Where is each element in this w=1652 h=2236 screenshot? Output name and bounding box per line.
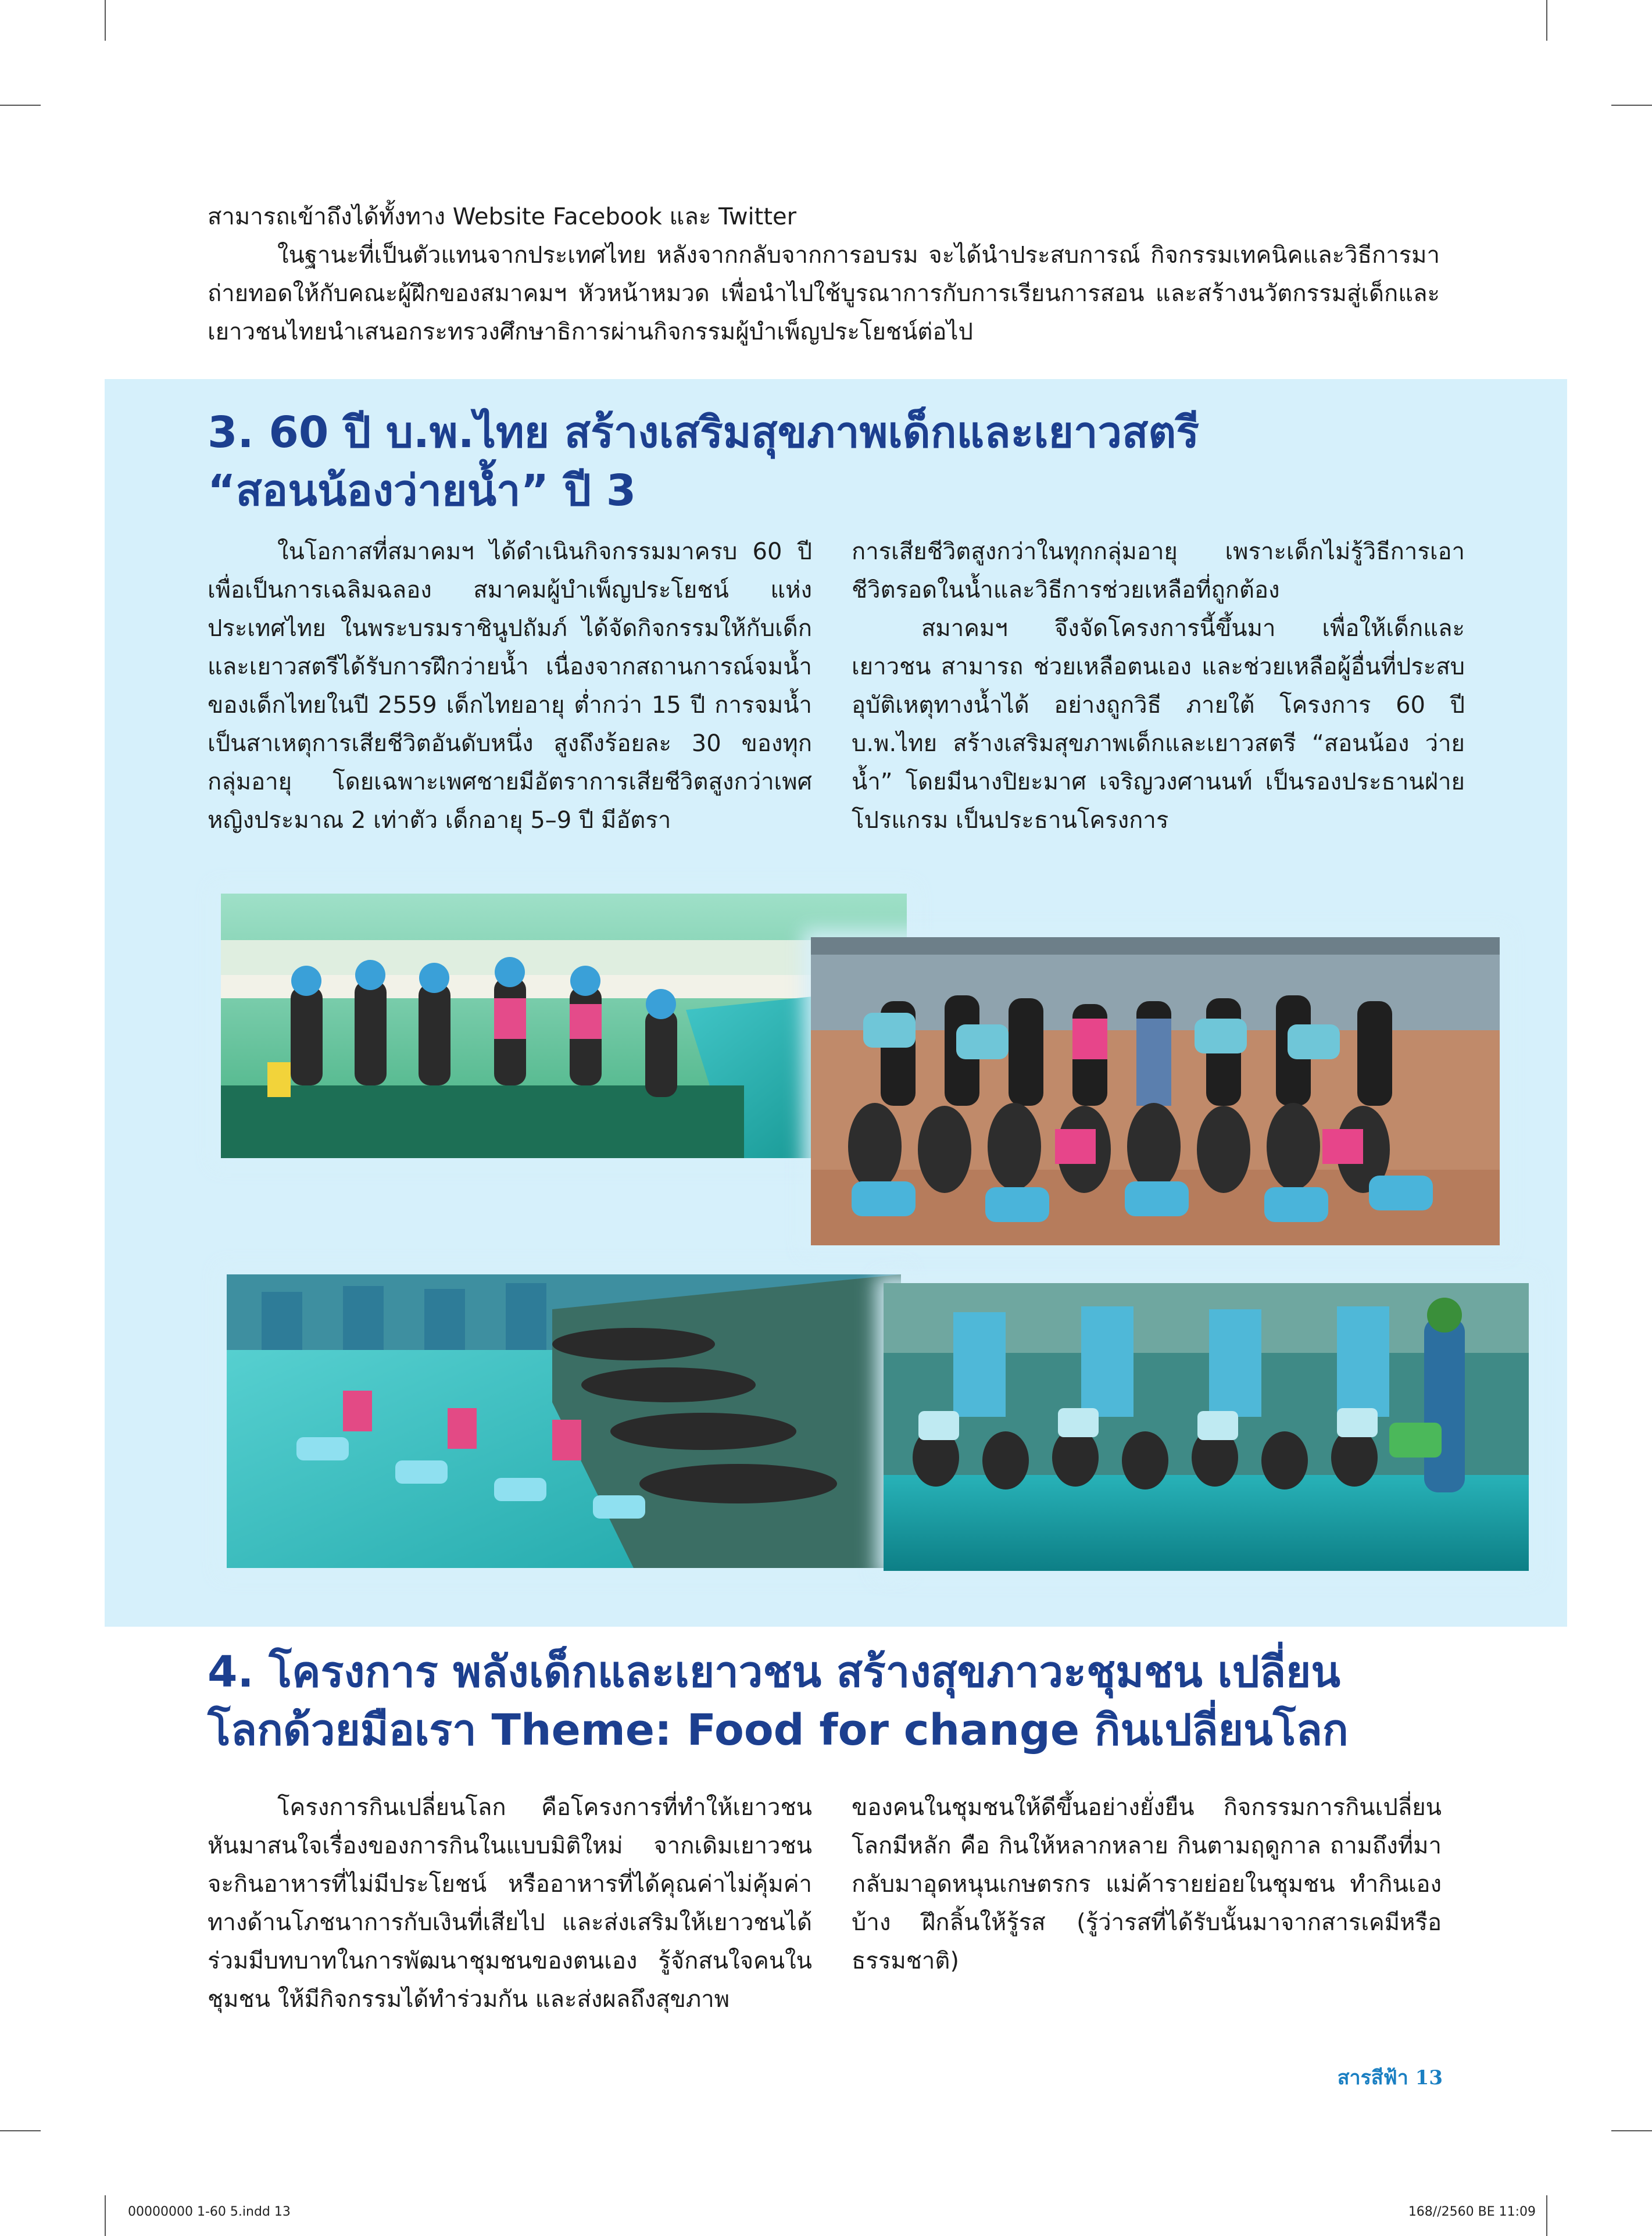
section-3-left-paragraph: ในโอกาสที่สมาคมฯ ได้ดำเนินกิจกรรมมาครบ 60 ปี เพื่อเป็นการเฉลิมฉลอง สมาคมผู้บำเพ็ญประโยชน์ แห่งประเทศไทย ในพระบรมราชินูปถัมภ์ ได้จัดกิจกรรมให้กับเด็กและเยาวสตรีได้รับการฝึกว่ายน้ำ เนื่องจากสถานการณ์จมน้ำของเด็กไทยในปี 2559 เด็กไทยอายุ ต่ำกว่า 15 ปี การจมน้ำเป็นสาเหตุการเสียชีวิตอันดับหนึ่ง สูงถึงร้อยละ 30 ของทุกกลุ่มอายุ โดยเฉพาะเพศชายมีอัตราการเสียชีวิตสูงกว่าเพศหญิงประมาณ 2 เท่าตัว เด็กอายุ 5–9 ปี มีอัตรา: [208, 538, 812, 834]
photo-group-with-kickboards-image: [811, 937, 1500, 1245]
page-footer: [1338, 2062, 1443, 2093]
crop-mark: [105, 2195, 106, 2236]
crop-mark: [1611, 105, 1652, 106]
intro-line: สามารถเข้าถึงได้ทั้งทาง Website Facebook และ Twitter: [208, 203, 797, 230]
section-3-panel: [105, 379, 1567, 1627]
photo-children-at-pool-steps-image: [221, 894, 907, 1158]
page-number: 13: [1415, 2066, 1443, 2089]
photo-group-with-kickboards: [811, 937, 1500, 1245]
section-4-right-column: [852, 1788, 1442, 1980]
section-4-title-line1: 4. โครงการ พลังเด็กและเยาวชน สร้างสุขภาวะชุมชน เปลี่ยน: [208, 1647, 1341, 1697]
print-slug-date: 168//2560 BE 11:09: [1408, 2205, 1536, 2219]
section-3-title-line1: 3. 60 ปี บ.พ.ไทย สร้างเสริมสุขภาพเด็กและเยาวสตรี: [208, 408, 1200, 458]
crop-mark: [105, 0, 106, 41]
section-4-right-paragraph: ของคนในชุมชนให้ดีขึ้นอย่างยั่งยืน กิจกรรมการกินเปลี่ยนโลกมีหลัก คือ กินให้หลากหลาย กินตามฤดูกาล ถามถึงที่มา กลับมาอุดหนุนเกษตรกร แม่ค้ารายย่อยในชุมชน ทำกินเองบ้าง ฝึกลิ้นให้รู้รส (รู้ว่ารสที่ได้รับนั้นมาจากสารเคมีหรือธรรมชาติ): [852, 1794, 1442, 1974]
photo-children-at-pool-steps: [221, 894, 907, 1158]
magazine-name: สารสีฟ้า: [1337, 2066, 1408, 2089]
crop-mark: [0, 105, 41, 106]
section-4-left-column: [208, 1788, 812, 2019]
crop-mark: [1546, 0, 1547, 41]
section-3-right-paragraph-1: การเสียชีวิตสูงกว่าในทุกกลุ่มอายุ เพราะเด็กไม่รู้วิธีการเอาชีวิตรอดในน้ำและวิธีการช่วยเหลือที่ถูกต้อง: [852, 538, 1465, 603]
photo-children-seated-with-boards-image: [884, 1283, 1529, 1571]
photo-children-kicking-at-pool-edge-image: [227, 1274, 901, 1568]
section-4-left-paragraph: โครงการกินเปลี่ยนโลก คือโครงการที่ทำให้เยาวชนหันมาสนใจเรื่องของการกินในแบบมิติใหม่ จากเดิมเยาวชนจะกินอาหารที่ไม่มีประโยชน์ หรืออาหารที่ได้คุณค่าไม่คุ้มค่าทางด้านโภชนาการกับเงินที่เสียไป และส่งเสริมให้เยาวชนได้ร่วมมีบทบาทในการพัฒนาชุมชนของตนเอง รู้จักสนใจคนในชุมชน ให้มีกิจกรรมได้ทำร่วมกัน และส่งผลถึงสุขภาพ: [208, 1794, 812, 2013]
section-4-title: [208, 1643, 1457, 1759]
section-3-title: [208, 403, 1486, 520]
section-3-left-column: [208, 533, 812, 840]
print-slug-file: 00000000 1-60 5.indd 13: [128, 2205, 291, 2219]
crop-mark: [1546, 2195, 1547, 2236]
photo-children-kicking-at-pool-edge: [227, 1274, 901, 1568]
intro-paragraph: ในฐานะที่เป็นตัวแทนจากประเทศไทย หลังจากกลับจากการอบรม จะได้นำประสบการณ์ กิจกรรมเทคนิคและวิธีการมาถ่ายทอดให้กับคณะผู้ฝึกของสมาคมฯ หัวหน้าหมวด เพื่อนำไปใช้บูรณาการกับการเรียนการสอน และสร้างนวัตกรรมสู่เด็กและเยาวชนไทยนำเสนอกระทรวงศึกษาธิการผ่านกิจกรรมผู้บำเพ็ญประโยชน์ต่อไป: [208, 242, 1440, 345]
crop-mark: [0, 2130, 41, 2131]
section-3-right-column: [852, 533, 1465, 840]
section-3-title-line2: “สอนน้องว่ายน้ำ” ปี 3: [208, 466, 637, 516]
intro-text: [208, 198, 1440, 351]
section-4-title-line2: โลกด้วยมือเรา Theme: Food for change กินเปลี่ยนโลก: [208, 1705, 1349, 1755]
photo-children-seated-with-boards: [884, 1283, 1529, 1571]
crop-mark: [1611, 2130, 1652, 2131]
section-3-right-paragraph-2: สมาคมฯ จึงจัดโครงการนี้ขึ้นมา เพื่อให้เด็กและเยาวชน สามารถ ช่วยเหลือตนเอง และช่วยเหลือผู้อื่นที่ประสบอุบัติเหตุทางน้ำได้ อย่างถูกวิธี ภายใต้ โครงการ 60 ปี บ.พ.ไทย สร้างเสริมสุขภาพเด็กและเยาวสตรี “สอนน้อง ว่ายน้ำ” โดยมีนางปิยะมาศ เจริญวงศานนท์ เป็นรองประธานฝ่ายโปรแกรม เป็นประธานโครงการ: [852, 615, 1465, 834]
